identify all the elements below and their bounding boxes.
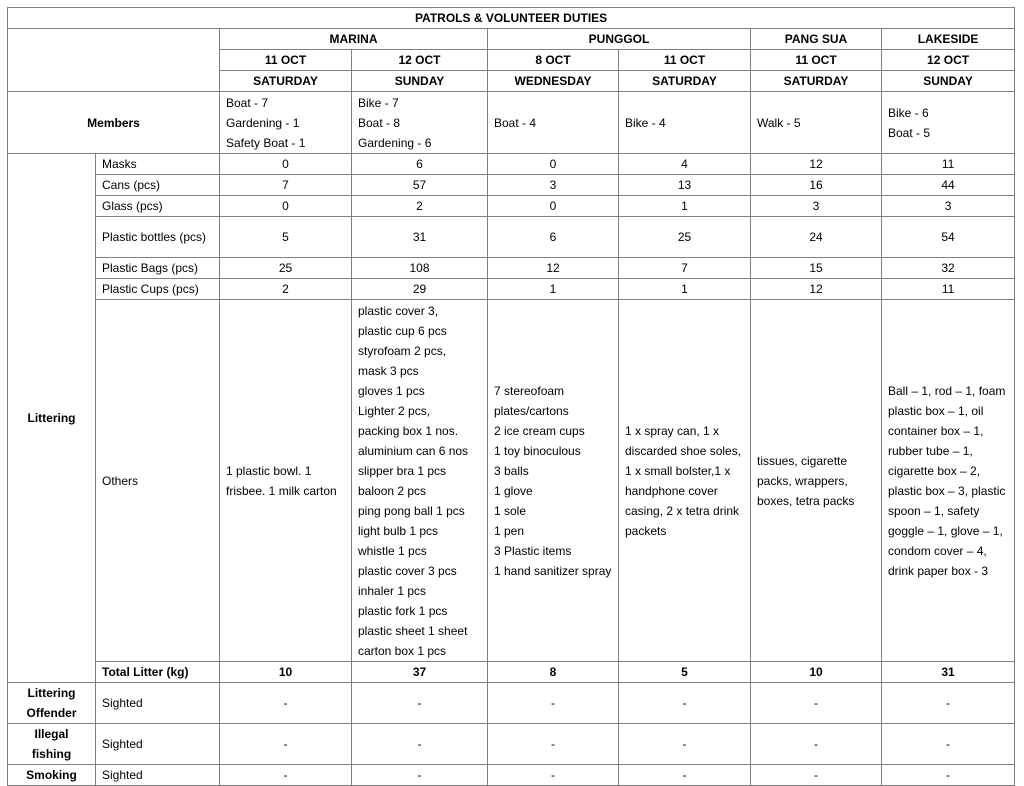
- table-cell: 15: [751, 258, 882, 279]
- table-cell: -: [352, 683, 488, 724]
- table-cell: -: [352, 765, 488, 786]
- location-punggol: PUNGGOL: [488, 29, 751, 50]
- members-cell: Walk - 5: [751, 92, 882, 154]
- offender-label: Smoking: [8, 765, 96, 786]
- offender-label: Illegal fishing: [8, 724, 96, 765]
- row-label: Glass (pcs): [96, 196, 220, 217]
- column-day: WEDNESDAY: [488, 71, 619, 92]
- column-date: 12 OCT: [882, 50, 1015, 71]
- table-cell: -: [488, 724, 619, 765]
- table-cell: -: [882, 765, 1015, 786]
- others-cell: tissues, cigarette packs, wrappers, boxes, tetra packs: [751, 300, 882, 662]
- littering-label: Littering: [8, 154, 96, 683]
- table-cell: -: [751, 683, 882, 724]
- members-cell: Bike - 7 Boat - 8 Gardening - 6: [352, 92, 488, 154]
- table-cell: -: [751, 724, 882, 765]
- column-day: SATURDAY: [751, 71, 882, 92]
- column-date: 12 OCT: [352, 50, 488, 71]
- row-label: Plastic Bags (pcs): [96, 258, 220, 279]
- table-cell: -: [882, 724, 1015, 765]
- table-cell: 24: [751, 217, 882, 258]
- column-date: 11 OCT: [220, 50, 352, 71]
- table-cell: 13: [619, 175, 751, 196]
- table-cell: 25: [619, 217, 751, 258]
- table-cell: -: [619, 724, 751, 765]
- table-cell: 0: [488, 154, 619, 175]
- table-cell: 0: [220, 196, 352, 217]
- others-cell: 7 stereofoam plates/cartons 2 ice cream cups 1 toy binoculous 3 balls 1 glove 1 sole 1 pen 3 Plastic items 1 hand sanitizer spray: [488, 300, 619, 662]
- table-cell: -: [220, 765, 352, 786]
- total-cell: 10: [220, 662, 352, 683]
- table-cell: 3: [751, 196, 882, 217]
- table-cell: -: [220, 724, 352, 765]
- location-pangsua: PANG SUA: [751, 29, 882, 50]
- offender-sub: Sighted: [96, 765, 220, 786]
- table-cell: 12: [751, 154, 882, 175]
- table-cell: -: [488, 765, 619, 786]
- table-cell: 1: [488, 279, 619, 300]
- patrols-table: [7, 7, 1015, 786]
- table-cell: -: [882, 683, 1015, 724]
- others-cell: 1 plastic bowl. 1 frisbee. 1 milk carton: [220, 300, 352, 662]
- members-cell: Bike - 6 Boat - 5: [882, 92, 1015, 154]
- offender-sub: Sighted: [96, 724, 220, 765]
- table-title: PATROLS & VOLUNTEER DUTIES: [8, 8, 1015, 29]
- column-date: 11 OCT: [619, 50, 751, 71]
- column-day: SUNDAY: [882, 71, 1015, 92]
- table-cell: 16: [751, 175, 882, 196]
- table-cell: 2: [352, 196, 488, 217]
- members-cell: Boat - 7 Gardening - 1 Safety Boat - 1: [220, 92, 352, 154]
- total-cell: 37: [352, 662, 488, 683]
- table-cell: 1: [619, 196, 751, 217]
- table-cell: -: [619, 683, 751, 724]
- row-label: Cans (pcs): [96, 175, 220, 196]
- table-cell: 31: [352, 217, 488, 258]
- total-cell: 31: [882, 662, 1015, 683]
- row-label: Plastic bottles (pcs): [96, 217, 220, 258]
- table-cell: 5: [220, 217, 352, 258]
- total-cell: 10: [751, 662, 882, 683]
- members-cell: Bike - 4: [619, 92, 751, 154]
- table-cell: 7: [619, 258, 751, 279]
- column-date: 11 OCT: [751, 50, 882, 71]
- table-cell: 7: [220, 175, 352, 196]
- table-cell: 4: [619, 154, 751, 175]
- table-cell: 2: [220, 279, 352, 300]
- location-lakeside: LAKESIDE: [882, 29, 1015, 50]
- table-cell: 29: [352, 279, 488, 300]
- column-day: SUNDAY: [352, 71, 488, 92]
- offender-sub: Sighted: [96, 683, 220, 724]
- row-label: Others: [96, 300, 220, 662]
- table-cell: 25: [220, 258, 352, 279]
- table-cell: 3: [882, 196, 1015, 217]
- table-cell: 54: [882, 217, 1015, 258]
- table-cell: -: [619, 765, 751, 786]
- others-cell: Ball – 1, rod – 1, foam plastic box – 1, oil container box – 1, rubber tube – 1, cigarette box – 2, plastic box – 3, plastic spoon – 1, safety goggle – 1, glove – 1, condom cover – 4, drink paper box - 3: [882, 300, 1015, 662]
- column-day: SATURDAY: [220, 71, 352, 92]
- table-cell: 0: [488, 196, 619, 217]
- table-cell: 3: [488, 175, 619, 196]
- table-cell: 57: [352, 175, 488, 196]
- table-cell: 0: [220, 154, 352, 175]
- table-cell: -: [220, 683, 352, 724]
- total-cell: 8: [488, 662, 619, 683]
- members-label: Members: [8, 92, 220, 154]
- others-cell: plastic cover 3, plastic cup 6 pcs styrofoam 2 pcs, mask 3 pcs gloves 1 pcs Lighter 2 pcs, packing box 1 nos. aluminium can 6 nos slipper bra 1 pcs baloon 2 pcs ping pong ball 1 pcs light bulb 1 pcs whistle 1 pcs plastic cover 3 pcs inhaler 1 pcs plastic fork 1 pcs plastic sheet 1 sheet carton box 1 pcs: [352, 300, 488, 662]
- column-date: 8 OCT: [488, 50, 619, 71]
- total-label: Total Litter (kg): [96, 662, 220, 683]
- column-day: SATURDAY: [619, 71, 751, 92]
- table-cell: 108: [352, 258, 488, 279]
- table-cell: 6: [488, 217, 619, 258]
- table-cell: -: [751, 765, 882, 786]
- row-label: Plastic Cups (pcs): [96, 279, 220, 300]
- table-cell: 11: [882, 154, 1015, 175]
- total-cell: 5: [619, 662, 751, 683]
- table-cell: 44: [882, 175, 1015, 196]
- table-cell: -: [488, 683, 619, 724]
- table-cell: -: [352, 724, 488, 765]
- offender-label: Littering Offender: [8, 683, 96, 724]
- table-cell: 1: [619, 279, 751, 300]
- header-corner: [8, 29, 220, 92]
- others-cell: 1 x spray can, 1 x discarded shoe soles, 1 x small bolster,1 x handphone cover casing, 2 x tetra drink packets: [619, 300, 751, 662]
- table-cell: 6: [352, 154, 488, 175]
- location-marina: MARINA: [220, 29, 488, 50]
- table-cell: 32: [882, 258, 1015, 279]
- table-cell: 12: [751, 279, 882, 300]
- members-cell: Boat - 4: [488, 92, 619, 154]
- table-cell: 11: [882, 279, 1015, 300]
- row-label: Masks: [96, 154, 220, 175]
- table-cell: 12: [488, 258, 619, 279]
